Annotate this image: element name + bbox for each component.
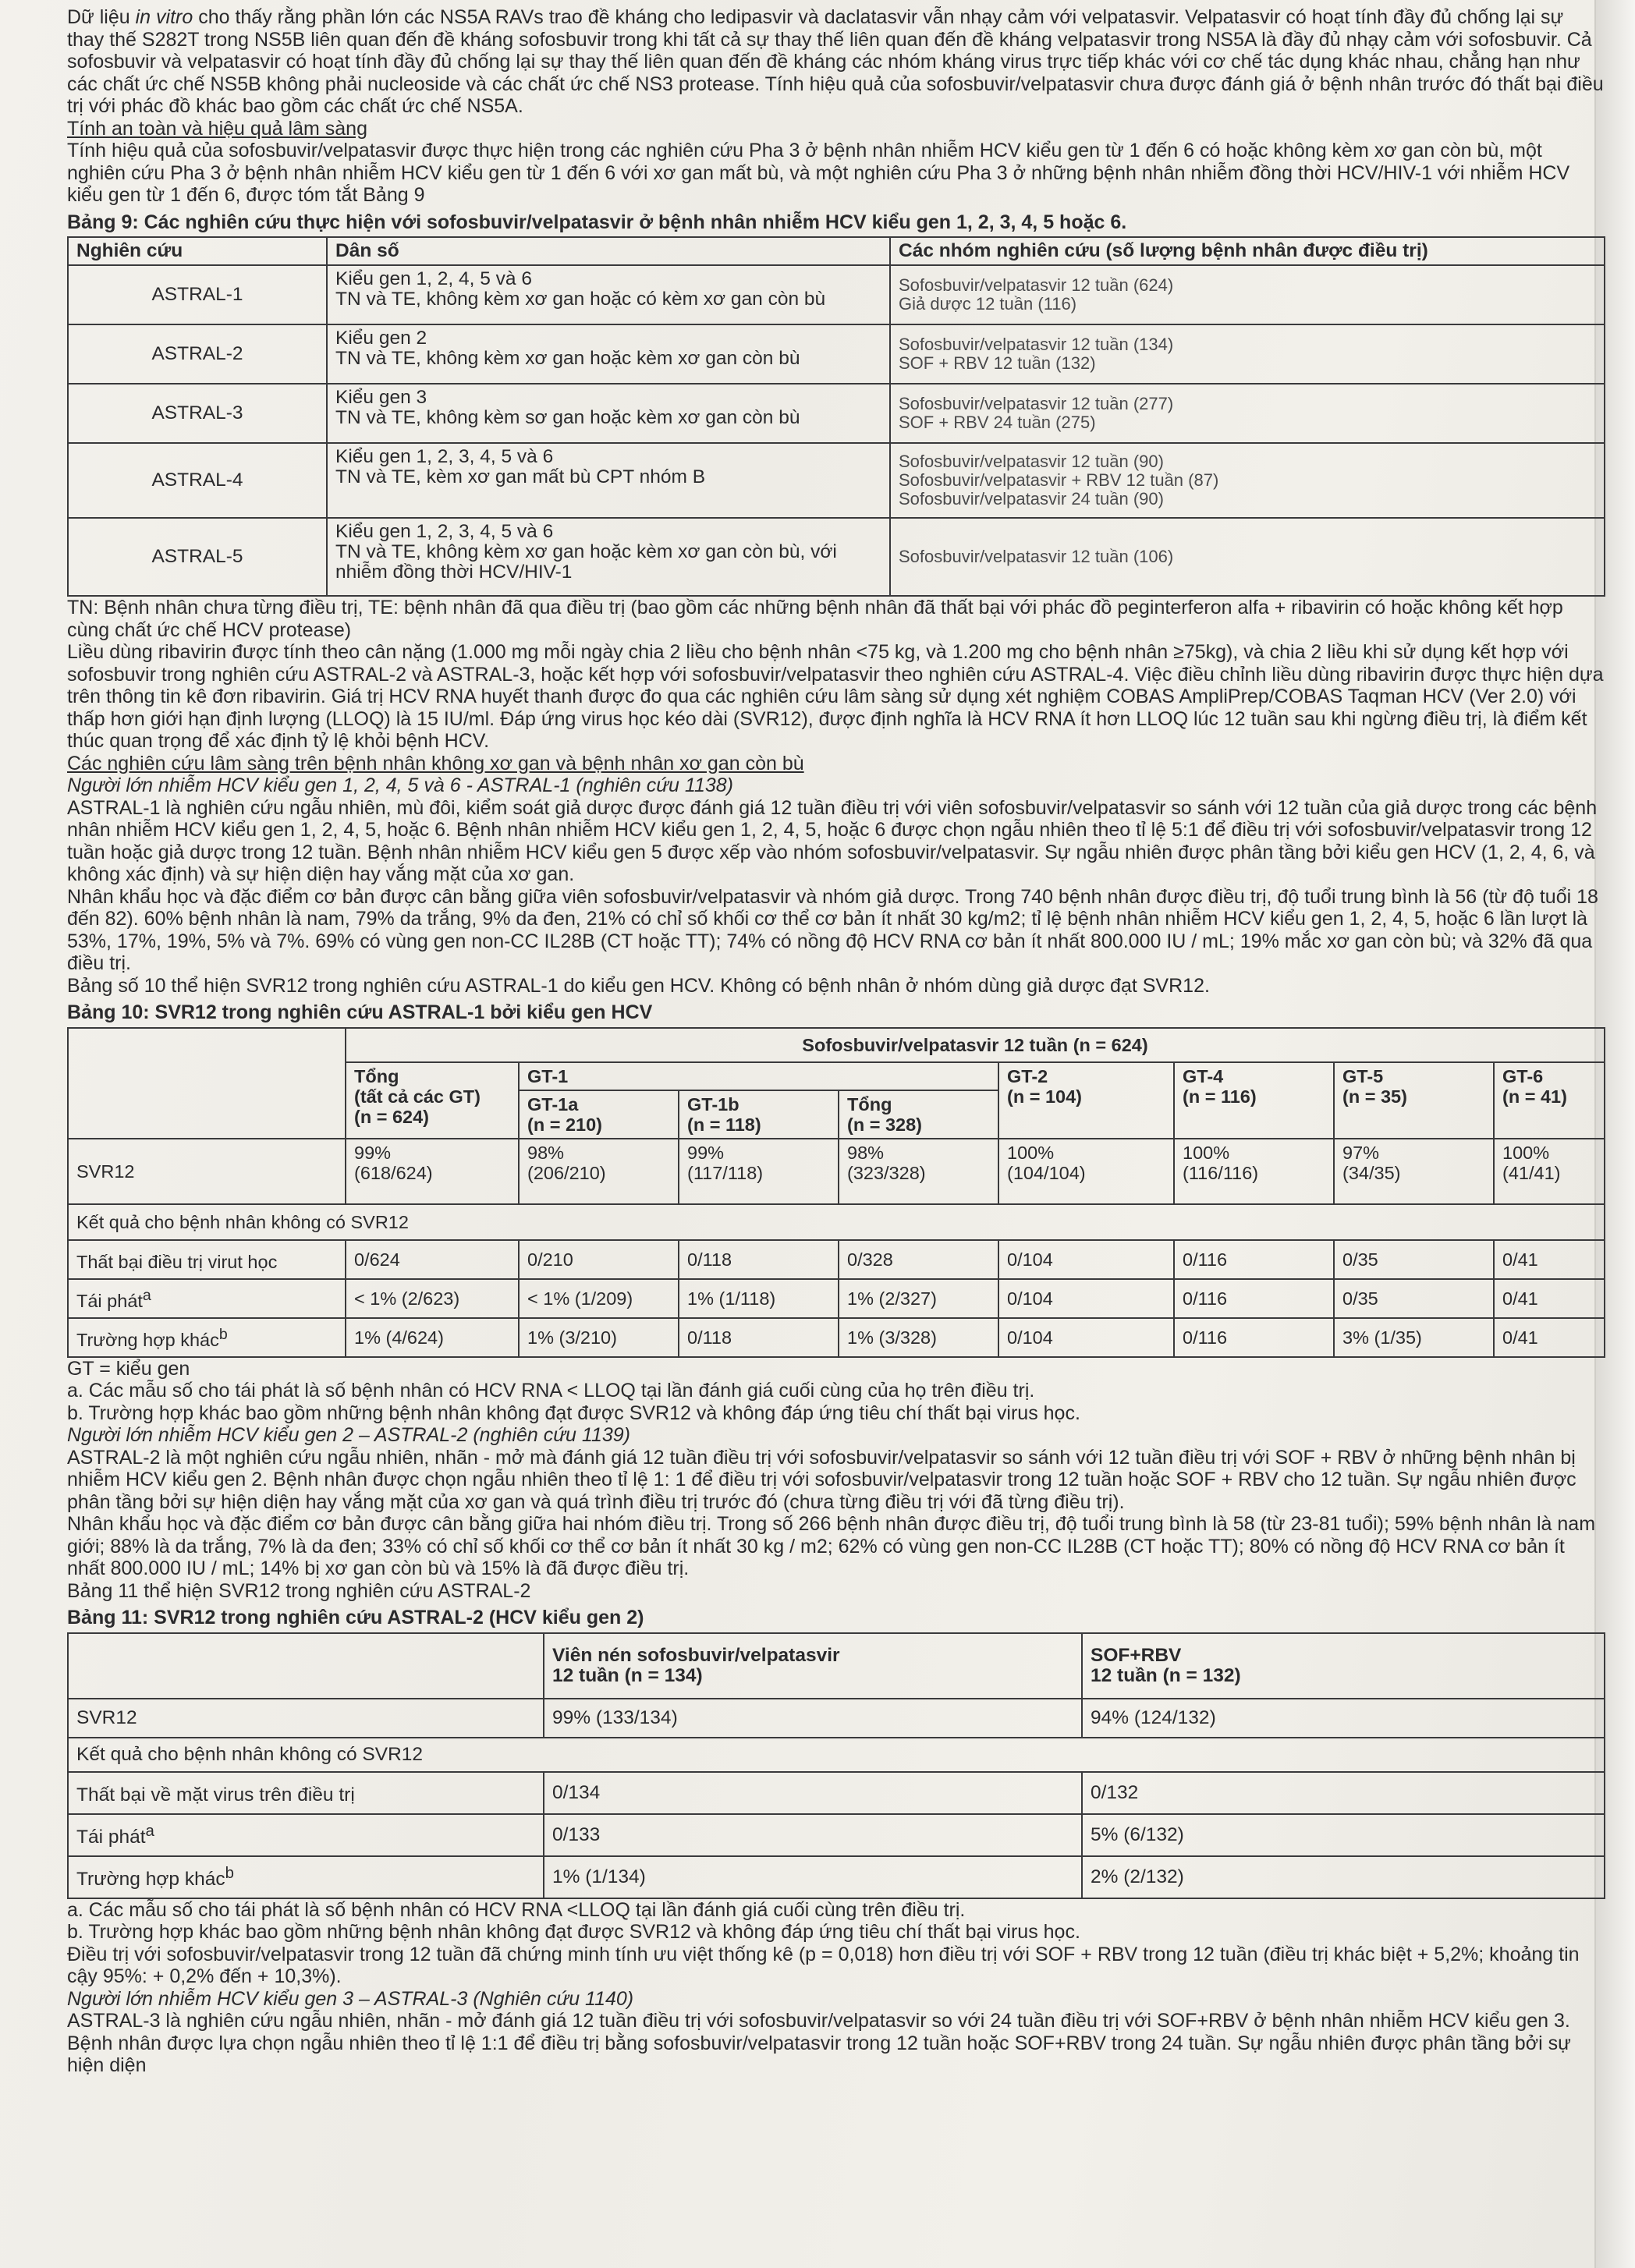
table11-header-col2 <box>1082 1633 1605 1699</box>
table9-arms <box>890 324 1605 384</box>
table-cell: < 1% (1/209) <box>519 1279 679 1318</box>
table-cell: 0/35 <box>1334 1279 1494 1318</box>
table10-row <box>68 1318 1605 1357</box>
table11-nosvr-row <box>68 1738 1605 1772</box>
arm-2: SOF + RBV 12 tuần (132) <box>899 353 1096 373</box>
table-cell <box>1334 1139 1494 1204</box>
arm-2: SOF + RBV 24 tuần (275) <box>899 413 1096 432</box>
table9-study: ASTRAL-1 <box>68 265 327 324</box>
header-line: 12 tuần (n = 134) <box>552 1664 703 1686</box>
population-desc: TN và TE, không kèm xơ gan hoặc có kèm xơ gan còn bù <box>335 289 826 310</box>
table-cell: 5% (6/132) <box>1082 1814 1605 1856</box>
arm-2: Sofosbuvir/velpatasvir + RBV 12 tuần (87) <box>899 470 1219 490</box>
table-cell: 0/624 <box>346 1240 519 1279</box>
astral2-demographics: Nhân khẩu học và đặc điểm cơ bản được cân bằng giữa hai nhóm điều trị. Trong số 266 bệnh nhân được điều trị, độ tuổi trung bình là 58 (từ 23-81 tuổi); 59% bệnh nhân là nam giới; 88% là da trắng, 7% là da đen; 33% có chỉ số khối cơ thể cơ bản ít nhất 30 kg / m2; 62% có vùng gen non-CC IL28B (CT hoặc TT); 80% có nồng độ HCV RNA cơ bản ít nhất 800.000 IU / mL; 14% bị xơ gan còn bù và 15% là đã được điều trị. <box>67 1513 1596 1579</box>
astral3-subheading: Người lớn nhiễm HCV kiểu gen 3 – ASTRAL-3 (Nghiên cứu 1140) <box>67 1987 634 2010</box>
table-cell: 0/118 <box>679 1240 839 1279</box>
footnote-b: b. Trường hợp khác bao gồm những bệnh nhân không đạt được SVR12 và không đáp ứng tiêu chí thất bại virus học. <box>67 1402 1080 1424</box>
table9-population <box>327 443 890 518</box>
astral1-paragraph: ASTRAL-1 là nghiên cứu ngẫu nhiên, mù đôi, kiểm soát giả dược được đánh giá 12 tuần điều trị với viên sofosbuvir/velpatasvir so sánh với 12 tuần của giả dược trong các bệnh nhân nhiễm HCV kiểu gen 1, 2, 4, 5, hoặc 6. Bệnh nhân nhiễm HCV kiểu gen 1, 2, 4, 5, hoặc 6 được chọn ngẫu nhiên theo tỉ lệ 5:1 để điều trị với sofosbuvir/velpatasvir trong 12 tuần hoặc giả dược trong 12 tuần. Bệnh nhân nhiễm HCV kiểu gen 5 được xếp vào nhóm sofosbuvir/velpatasvir. Sự ngẫu nhiên được phân tầng bởi kiểu gen HCV (1, 2, 4, 6, và không xác định) và sự hiện diện hay vắng mặt của xơ gan. <box>67 796 1598 885</box>
table10-caption: Bảng 10: SVR12 trong nghiên cứu ASTRAL-1 bởi kiểu gen HCV <box>67 1001 653 1023</box>
table-cell: 1% (1/134) <box>544 1856 1082 1898</box>
table9-row <box>68 265 1605 324</box>
astral3-paragraph: ASTRAL-3 là nghiên cứu ngẫu nhiên, nhãn - mở đánh giá 12 tuần điều trị với sofosbuvir/velpatasvir so với 24 tuần điều trị với SOF+RBV ở bệnh nhân nhiễm HCV kiểu gen 3. Bệnh nhân được lựa chọn ngẫu nhiên theo tỉ lệ 1:1 để điều trị bằng sofosbuvir/velpatasvir trong 12 tuần hoặc SOF+RBV trong 24 tuần. Sự ngẫu nhiên được phân tầng bởi sự hiện diện <box>67 2010 1571 2076</box>
table10-header-gt4 <box>1174 1062 1334 1139</box>
arm-1: Sofosbuvir/velpatasvir 12 tuần (134) <box>899 335 1174 354</box>
table9 <box>67 236 1605 597</box>
abbrev-note: TN: Bệnh nhân chưa từng điều trị, TE: bệnh nhân đã qua điều trị (bao gồm các những bệnh nhân đã thất bại với phác đồ peginterferon alfa + ribavirin có hoặc không kết hợp cùng chất ức chế HCV protease) <box>67 597 1563 641</box>
table9-caption: Bảng 9: Các nghiên cứu thực hiện với sofosbuvir/velpatasvir ở bệnh nhân nhiễm HCV kiểu gen 1, 2, 3, 4, 5 hoặc 6. <box>67 211 1127 233</box>
header-line: (n = 104) <box>1007 1086 1082 1107</box>
table9-study: ASTRAL-5 <box>68 518 327 596</box>
population-desc: TN và TE, không kèm xơ gan hoặc kèm xơ gan còn bù, với nhiễm đồng thời HCV/HIV-1 <box>335 541 837 583</box>
table-cell: 1% (1/118) <box>679 1279 839 1318</box>
header-line: Tổng <box>847 1093 892 1115</box>
header-line: (n = 210) <box>527 1114 602 1135</box>
table10-row <box>68 1240 1605 1279</box>
row-label-sup: b <box>225 1865 234 1883</box>
cell-pct: 98% <box>847 1142 885 1163</box>
table9-study: ASTRAL-4 <box>68 443 327 518</box>
arm-1: Sofosbuvir/velpatasvir 12 tuần (624) <box>899 275 1174 295</box>
intro-text-a: Dữ liệu <box>67 6 136 28</box>
table10-nosvr-label: Kết quả cho bệnh nhân không có SVR12 <box>68 1204 1605 1240</box>
table9-population <box>327 384 890 443</box>
table-cell: 0/104 <box>998 1240 1174 1279</box>
row-label-text: Trường hợp khác <box>76 1869 225 1891</box>
table9-arms <box>890 384 1605 443</box>
arm-2: Giả dược 12 tuần (116) <box>899 294 1077 314</box>
cell-pct: 100% <box>1502 1142 1550 1163</box>
table-cell: 0/132 <box>1082 1772 1605 1814</box>
table-cell: 2% (2/132) <box>1082 1856 1605 1898</box>
cell-pct: 100% <box>1183 1142 1230 1163</box>
ribavirin-paragraph: Liều dùng ribavirin được tính theo cân nặng (1.000 mg mỗi ngày chia 2 liều cho bệnh nhân <75 kg, và 1.200 mg cho bệnh nhân ≥75kg), và chia 2 liều khi sử dụng kết hợp với sofosbuvir trong nghiên cứu ASTRAL-2 và ASTRAL-3, hoặc kết hợp với sofosbuvir/velpatasvir theo nghiên cứu ASTRAL-4. Việc điều chỉnh liều dùng ribavirin được thực hiện dựa trên thông tin kê đơn ribavirin. Giá trị HCV RNA huyết thanh được đo qua các nghiên cứu lâm sàng sử dụng xét nghiệm COBAS AmpliPrep/COBAS Taqman HCV (Ver 2.0) với thấp hơn giới hạn định lượng (LLOQ) là 15 IU/ml. Đáp ứng virus học kéo dài (SVR12), được định nghĩa là HCV RNA ít hơn LLOQ lúc 12 tuần sau khi ngừng điều trị, là điểm kết thúc quan trọng để xác định tỷ lệ khỏi bệnh HCV. <box>67 641 1604 752</box>
cell-frac: (206/210) <box>527 1162 606 1183</box>
header-line: GT-2 <box>1007 1065 1048 1086</box>
table11-row-label <box>68 1856 544 1898</box>
document-content <box>67 6 1605 2077</box>
population-desc: TN và TE, không kèm xơ gan hoặc kèm xơ gan còn bù <box>335 348 800 369</box>
table10-row <box>68 1279 1605 1318</box>
table11-blank-cell <box>68 1633 544 1699</box>
population-genotype: Kiểu gen 1, 2, 3, 4, 5 và 6 <box>335 521 554 542</box>
table10-header-gt1a <box>519 1090 679 1139</box>
superiority-paragraph: Điều trị với sofosbuvir/velpatasvir trong 12 tuần đã chứng minh tính ưu việt thống kê (p = 0,018) hơn điều trị với SOF + RBV trong 12 tuần (điều trị khác biệt + 5,2%; khoảng tin cậy 95%: + 0,2% đến + 10,3%). <box>67 1943 1580 1987</box>
cell-pct: 99% <box>687 1142 725 1163</box>
table10-header-gt1-total <box>839 1090 998 1139</box>
table11-caption: Bảng 11: SVR12 trong nghiên cứu ASTRAL-2 (HCV kiểu gen 2) <box>67 1607 644 1628</box>
table-cell: 0/41 <box>1494 1318 1605 1357</box>
table9-population <box>327 265 890 324</box>
cell-frac: (116/116) <box>1183 1162 1259 1183</box>
header-line: (n = 41) <box>1502 1086 1567 1107</box>
table9-row <box>68 518 1605 596</box>
table10-row-label <box>68 1279 346 1318</box>
table9-study: ASTRAL-2 <box>68 324 327 384</box>
table10-row-label <box>68 1318 346 1357</box>
row-label-sup: a <box>142 1287 151 1305</box>
efficacy-paragraph: Tính hiệu quả của sofosbuvir/velpatasvir được thực hiện trong các nghiên cứu Pha 3 ở bệnh nhân nhiễm HCV kiểu gen từ 1 đến 6 có hoặc không kèm xơ gan còn bù, một nghiên cứu Pha 3 ở bệnh nhân nhiễm HCV kiểu gen từ 1 đến 6 với xơ gan mất bù, và một nghiên cứu Pha 3 ở những bệnh nhân nhiễm đồng thời HCV/HIV-1 với nhiễm HCV kiểu gen từ 1 đến 6, được tóm tắt Bảng 9 <box>67 140 1570 206</box>
table-cell: 99% (133/134) <box>544 1699 1082 1738</box>
row-label-sup: b <box>218 1326 228 1344</box>
table-cell: 0/41 <box>1494 1240 1605 1279</box>
table-cell: 0/104 <box>998 1279 1174 1318</box>
population-genotype: Kiểu gen 1, 2, 4, 5 và 6 <box>335 268 532 289</box>
table11-footnote-b: b. Trường hợp khác bao gồm những bệnh nhân không đạt được SVR12 và không đáp ứng tiêu chí thất bại virus học. <box>67 1921 1080 1943</box>
astral2-subheading: Người lớn nhiễm HCV kiểu gen 2 – ASTRAL-2 (nghiên cứu 1139) <box>67 1424 630 1446</box>
table11-row <box>68 1772 1605 1814</box>
gt-note: GT = kiểu gen <box>67 1357 190 1380</box>
table9-header-row <box>68 237 1605 265</box>
header-line: GT-1a <box>527 1093 579 1115</box>
table11-row-label <box>68 1814 544 1856</box>
table9-row <box>68 443 1605 518</box>
table-cell: 1% (3/210) <box>519 1318 679 1357</box>
table11-svr-label: SVR12 <box>68 1699 544 1738</box>
table11-svr-row <box>68 1699 1605 1738</box>
cell-pct: 100% <box>1007 1142 1055 1163</box>
cell-frac: (34/35) <box>1342 1162 1401 1183</box>
header-line: (tất cả các GT) <box>354 1086 481 1107</box>
table-cell: 1% (4/624) <box>346 1318 519 1357</box>
intro-text-italic: in vitro <box>135 6 193 28</box>
astral2-paragraph: ASTRAL-2 là một nghiên cứu ngẫu nhiên, nhãn - mở mà đánh giá 12 tuần điều trị với sofosbuvir/velpatasvir so sánh với 12 tuần điều trị với SOF + RBV ở những bệnh nhân bị nhiễm HCV kiểu gen 2. Bệnh nhân được chọn ngẫu nhiên theo tỉ lệ 1: 1 để điều trị với sofosbuvir/velpatasvir trong 12 tuần hoặc SOF + RBV cho 12 tuần. Sự ngẫu nhiên được phân tầng bởi sự hiện diện hay vắng mặt của xơ gan và quá trình điều trị trước đó (chưa từng điều trị với đã từng điều trị). <box>67 1446 1576 1513</box>
table11-footnote-a: a. Các mẫu số cho tái phát là số bệnh nhân có HCV RNA <LLOQ tại lần đánh giá cuối cùng trên điều trị. <box>67 1898 966 1921</box>
table11-row-label <box>68 1772 544 1814</box>
table-cell: 0/134 <box>544 1772 1082 1814</box>
table10-row-label <box>68 1240 346 1279</box>
cell-frac: (41/41) <box>1502 1162 1561 1183</box>
footnote-a: a. Các mẫu số cho tái phát là số bệnh nhân có HCV RNA < LLOQ tại lần đánh giá cuối cùng của họ trên điều trị. <box>67 1380 1035 1402</box>
cell-frac: (618/624) <box>354 1162 433 1183</box>
table10-svr-label: SVR12 <box>68 1139 346 1204</box>
table9-arms <box>890 518 1605 596</box>
cell-frac: (323/328) <box>847 1162 926 1183</box>
table-cell: 0/210 <box>519 1240 679 1279</box>
table11 <box>67 1632 1605 1899</box>
table10-header-total <box>346 1062 519 1139</box>
table9-header-population: Dân số <box>327 237 890 265</box>
header-line: GT-5 <box>1342 1065 1384 1086</box>
population-genotype: Kiểu gen 3 <box>335 387 427 408</box>
table-cell <box>998 1139 1174 1204</box>
row-label-text: Tái phát <box>76 1290 143 1311</box>
arm-1: Sofosbuvir/velpatasvir 12 tuần (90) <box>899 452 1164 471</box>
row-label-sup: a <box>145 1823 154 1841</box>
population-genotype: Kiểu gen 1, 2, 3, 4, 5 và 6 <box>335 446 554 467</box>
table-cell: 0/41 <box>1494 1279 1605 1318</box>
table-cell: 1% (2/327) <box>839 1279 998 1318</box>
header-line: GT-4 <box>1183 1065 1224 1086</box>
table-cell: 1% (3/328) <box>839 1318 998 1357</box>
cell-pct: 99% <box>354 1142 392 1163</box>
safety-heading: Tính an toàn và hiệu quả lâm sàng <box>67 117 367 140</box>
table9-header-study: Nghiên cứu <box>68 237 327 265</box>
intro-text-c: cho thấy rằng phần lớn các NS5A RAVs trao đề kháng cho ledipasvir và daclatasvir vẫn nhạy cảm với velpatasvir. Velpatasvir có hoạt tính đầy đủ chống lại sự thay thế S282T trong NS5B liên quan đến đề kháng sofosbuvir trong khi tất cả sự thay thế liên quan đến đề kháng velpatasvir trong NS5A là đầy đủ nhạy cảm với sofosbuvir. Cả sofosbuvir và velpatasvir có hoạt tính đầy đủ chống lại sự thay thế liên quan đến đề kháng các nhóm kháng virus trực tiếp khác với cơ chế tác dụng khác nhau, chẳng hạn như các chất ức chế NS5B không phải nucleoside và các chất ức chế NS3 protease. Tính hiệu quả của sofosbuvir/velpatasvir chưa được đánh giá ở bệnh nhân trước đó thất bại điều trị với phác đồ khác bao gồm các chất ức chế NS5A. <box>67 6 1604 117</box>
table-cell <box>346 1139 519 1204</box>
table9-header-arms: Các nhóm nghiên cứu (số lượng bệnh nhân được điều trị) <box>890 237 1605 265</box>
table-cell: 0/116 <box>1174 1318 1334 1357</box>
arm-1: Sofosbuvir/velpatasvir 12 tuần (277) <box>899 394 1174 413</box>
row-label-text: Thất bại điều trị virut học <box>76 1251 278 1272</box>
table10-header-gt5 <box>1334 1062 1494 1139</box>
table10-span-header: Sofosbuvir/velpatasvir 12 tuần (n = 624) <box>346 1028 1605 1062</box>
table9-population <box>327 518 890 596</box>
table-cell <box>839 1139 998 1204</box>
table-cell <box>1174 1139 1334 1204</box>
arm-1: Sofosbuvir/velpatasvir 12 tuần (106) <box>899 547 1174 566</box>
header-line: (n = 624) <box>354 1106 429 1127</box>
table11-intro: Bảng 11 thể hiện SVR12 trong nghiên cứu ASTRAL-2 <box>67 1579 531 1602</box>
table-cell: 3% (1/35) <box>1334 1318 1494 1357</box>
header-line: GT-6 <box>1502 1065 1544 1086</box>
table-cell <box>519 1139 679 1204</box>
table10-header-span-row <box>68 1028 1605 1062</box>
table9-study: ASTRAL-3 <box>68 384 327 443</box>
table10 <box>67 1027 1605 1358</box>
table-cell: 0/116 <box>1174 1279 1334 1318</box>
table10-header-gt1: GT-1 <box>519 1062 998 1090</box>
header-line: (n = 35) <box>1342 1086 1407 1107</box>
row-label-text: Thất bại về mặt virus trên điều trị <box>76 1784 355 1806</box>
header-line: Tổng <box>354 1065 399 1086</box>
table-cell: 0/104 <box>998 1318 1174 1357</box>
table11-header-row <box>68 1633 1605 1699</box>
table9-row <box>68 384 1605 443</box>
astral1-demographics: Nhân khẩu học và đặc điểm cơ bản được cân bằng giữa viên sofosbuvir/velpatasvir và nhóm giả dược. Trong 740 bệnh nhân được điều trị, độ tuổi trung bình là 56 (từ độ tuổi 18 đến 82). 60% bệnh nhân là nam, 79% da trắng, 9% da đen, 21% có chỉ số khối cơ thể cơ bản ít nhất 30 kg/m2; tỉ lệ bệnh nhân nhiễm HCV kiểu gen 1, 2, 4, 5, hoặc 6 lần lượt là 53%, 17%, 19%, 5% và 7%. 69% có vùng gen non-CC IL28B (CT hoặc TT); 74% có nồng độ HCV RNA cơ bản ít nhất 800.000 IU / mL; 19% mắc xơ gan còn bù; và 32% đã qua điều trị. <box>67 885 1598 974</box>
table-cell: 0/133 <box>544 1814 1082 1856</box>
cell-pct: 97% <box>1342 1142 1380 1163</box>
header-line: 12 tuần (n = 132) <box>1091 1664 1241 1686</box>
astral1-subheading: Người lớn nhiễm HCV kiểu gen 1, 2, 4, 5 và 6 - ASTRAL-1 (nghiên cứu 1138) <box>67 774 733 796</box>
header-line: (n = 118) <box>687 1114 761 1135</box>
table10-blank-cell <box>68 1028 346 1139</box>
row-label-text: Trường hợp khác <box>76 1329 219 1350</box>
header-line: GT-1b <box>687 1093 739 1115</box>
header-line: Viên nén sofosbuvir/velpatasvir <box>552 1644 840 1666</box>
table9-arms <box>890 265 1605 324</box>
clinical-studies-heading: Các nghiên cứu lâm sàng trên bệnh nhân không xơ gan và bệnh nhân xơ gan còn bù <box>67 752 804 774</box>
cell-frac: (104/104) <box>1007 1162 1086 1183</box>
header-line: (n = 328) <box>847 1114 922 1135</box>
table-cell: 0/118 <box>679 1318 839 1357</box>
table9-row <box>68 324 1605 384</box>
table10-nosvr-row <box>68 1204 1605 1240</box>
intro-paragraph <box>67 6 1605 118</box>
table-cell <box>679 1139 839 1204</box>
table-cell: 0/328 <box>839 1240 998 1279</box>
table9-population <box>327 324 890 384</box>
table10-header-gt1b <box>679 1090 839 1139</box>
table-cell: 0/35 <box>1334 1240 1494 1279</box>
table11-row <box>68 1856 1605 1898</box>
table10-header-gt2 <box>998 1062 1174 1139</box>
cell-frac: (117/118) <box>687 1162 764 1183</box>
table11-row <box>68 1814 1605 1856</box>
population-desc: TN và TE, không kèm sơ gan hoặc kèm xơ gan còn bù <box>335 407 800 428</box>
table10-svr-row <box>68 1139 1605 1204</box>
header-line: (n = 116) <box>1183 1086 1257 1107</box>
row-label-text: Tái phát <box>76 1827 146 1848</box>
population-desc: TN và TE, kèm xơ gan mất bù CPT nhóm B <box>335 466 706 487</box>
table11-header-col1 <box>544 1633 1082 1699</box>
table-cell: 94% (124/132) <box>1082 1699 1605 1738</box>
table11-nosvr-label: Kết quả cho bệnh nhân không có SVR12 <box>68 1738 1605 1772</box>
cell-pct: 98% <box>527 1142 565 1163</box>
header-line: SOF+RBV <box>1091 1644 1182 1666</box>
table-cell <box>1494 1139 1605 1204</box>
arm-3: Sofosbuvir/velpatasvir 24 tuần (90) <box>899 489 1164 509</box>
table10-intro: Bảng số 10 thể hiện SVR12 trong nghiên cứu ASTRAL-1 do kiểu gen HCV. Không có bệnh nhân ở nhóm dùng giả dược đạt SVR12. <box>67 974 1210 997</box>
table-cell: < 1% (2/623) <box>346 1279 519 1318</box>
table10-header-gt6 <box>1494 1062 1605 1139</box>
table9-arms <box>890 443 1605 518</box>
table-cell: 0/116 <box>1174 1240 1334 1279</box>
population-genotype: Kiểu gen 2 <box>335 328 427 349</box>
